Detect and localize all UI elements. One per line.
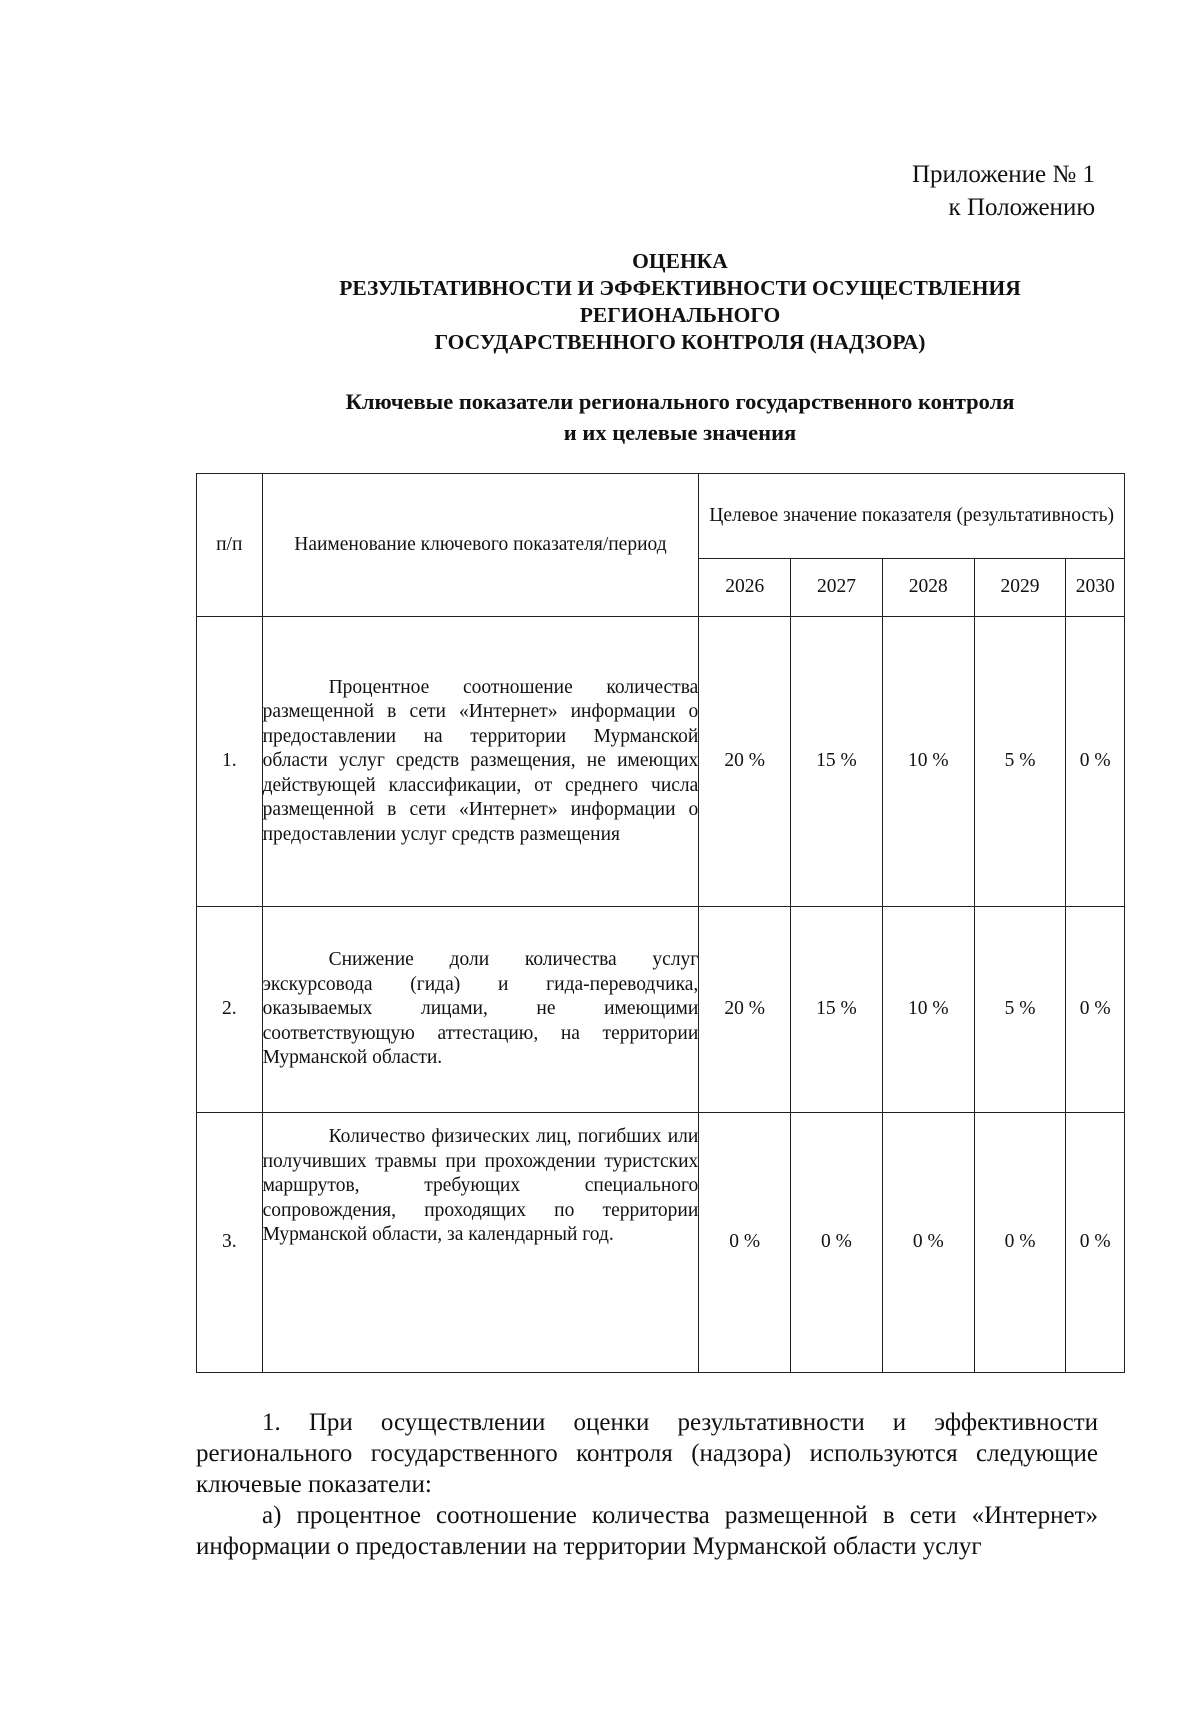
header-number: п/п — [197, 474, 263, 617]
header-year: 2027 — [791, 559, 883, 617]
appendix-number: Приложение № 1 — [911, 161, 1095, 188]
paragraph: 1. При осуществлении оценки результативности и эффективности регионального государственного контроля (надзора) используются следующие ключевые показатели: — [196, 1409, 1098, 1498]
table-row — [197, 617, 1125, 907]
indicator-text: Снижение доли количества услуг экскурсовода (гида) и гида-переводчика, оказываемых лицами, не имеющими соответствующую аттестацию, на территории Мурманской области. — [262, 949, 699, 1069]
appendix-regulation: к Положению — [948, 194, 1095, 221]
header-year: 2028 — [882, 559, 974, 617]
table-row — [197, 1113, 1125, 1373]
indicator-text: Количество физических лиц, погибших или получивших травмы при прохождении туристских маршрутов, требующих специального сопровождения, проходящих по территории Мурманской области, за календарный год. — [262, 1126, 699, 1245]
body-text — [196, 1407, 1098, 1562]
indicator-name — [262, 907, 699, 1113]
row-number: 3. — [197, 1113, 263, 1373]
table-row — [197, 907, 1125, 1113]
paragraph: а) процентное соотношение количества размещенной в сети «Интернет» информации о предоставлении на территории Мурманской области услуг — [196, 1502, 1098, 1560]
indicator-name — [262, 617, 699, 907]
title-line: РЕЗУЛЬТАТИВНОСТИ И ЭФФЕКТИВНОСТИ ОСУЩЕСТВЛЕНИЯ — [339, 276, 1021, 300]
target-value: 0 % — [1066, 617, 1125, 907]
target-value: 10 % — [882, 617, 974, 907]
target-value: 0 % — [699, 1113, 791, 1373]
header-indicator-name: Наименование ключевого показателя/период — [262, 474, 699, 617]
indicator-name — [262, 1113, 699, 1373]
target-value: 0 % — [791, 1113, 883, 1373]
header-year: 2029 — [974, 559, 1066, 617]
table-caption — [240, 386, 1120, 448]
caption-line: и их целевые значения — [563, 420, 797, 445]
target-value: 5 % — [974, 617, 1066, 907]
appendix-reference — [912, 158, 1095, 224]
kpi-table — [196, 473, 1125, 1373]
table-header-row — [197, 474, 1125, 559]
header-year: 2030 — [1066, 559, 1125, 617]
indicator-text: Процентное соотношение количества размещенной в сети «Интернет» информации о предоставлении на территории Мурманской области услуг средств размещения, не имеющих действующей классификации, от среднего числа размещенной в сети «Интернет» информации о предоставлении услуг средств размещения — [262, 676, 699, 845]
document-title — [240, 248, 1120, 356]
header-year: 2026 — [699, 559, 791, 617]
row-number: 1. — [197, 617, 263, 907]
target-value: 20 % — [699, 907, 791, 1113]
target-value: 15 % — [791, 617, 883, 907]
header-target-value: Целевое значение показателя (результативность) — [699, 474, 1125, 559]
target-value: 5 % — [974, 907, 1066, 1113]
title-line: ОЦЕНКА — [632, 249, 728, 273]
target-value: 10 % — [882, 907, 974, 1113]
row-number: 2. — [197, 907, 263, 1113]
target-value: 0 % — [1066, 1113, 1125, 1373]
title-line: ГОСУДАРСТВЕННОГО КОНТРОЛЯ (НАДЗОРА) — [434, 330, 926, 354]
target-value: 20 % — [699, 617, 791, 907]
title-line: РЕГИОНАЛЬНОГО — [579, 303, 781, 327]
target-value: 15 % — [791, 907, 883, 1113]
target-value: 0 % — [882, 1113, 974, 1373]
caption-line: Ключевые показатели регионального государственного контроля — [345, 389, 1015, 414]
target-value: 0 % — [1066, 907, 1125, 1113]
target-value: 0 % — [974, 1113, 1066, 1373]
